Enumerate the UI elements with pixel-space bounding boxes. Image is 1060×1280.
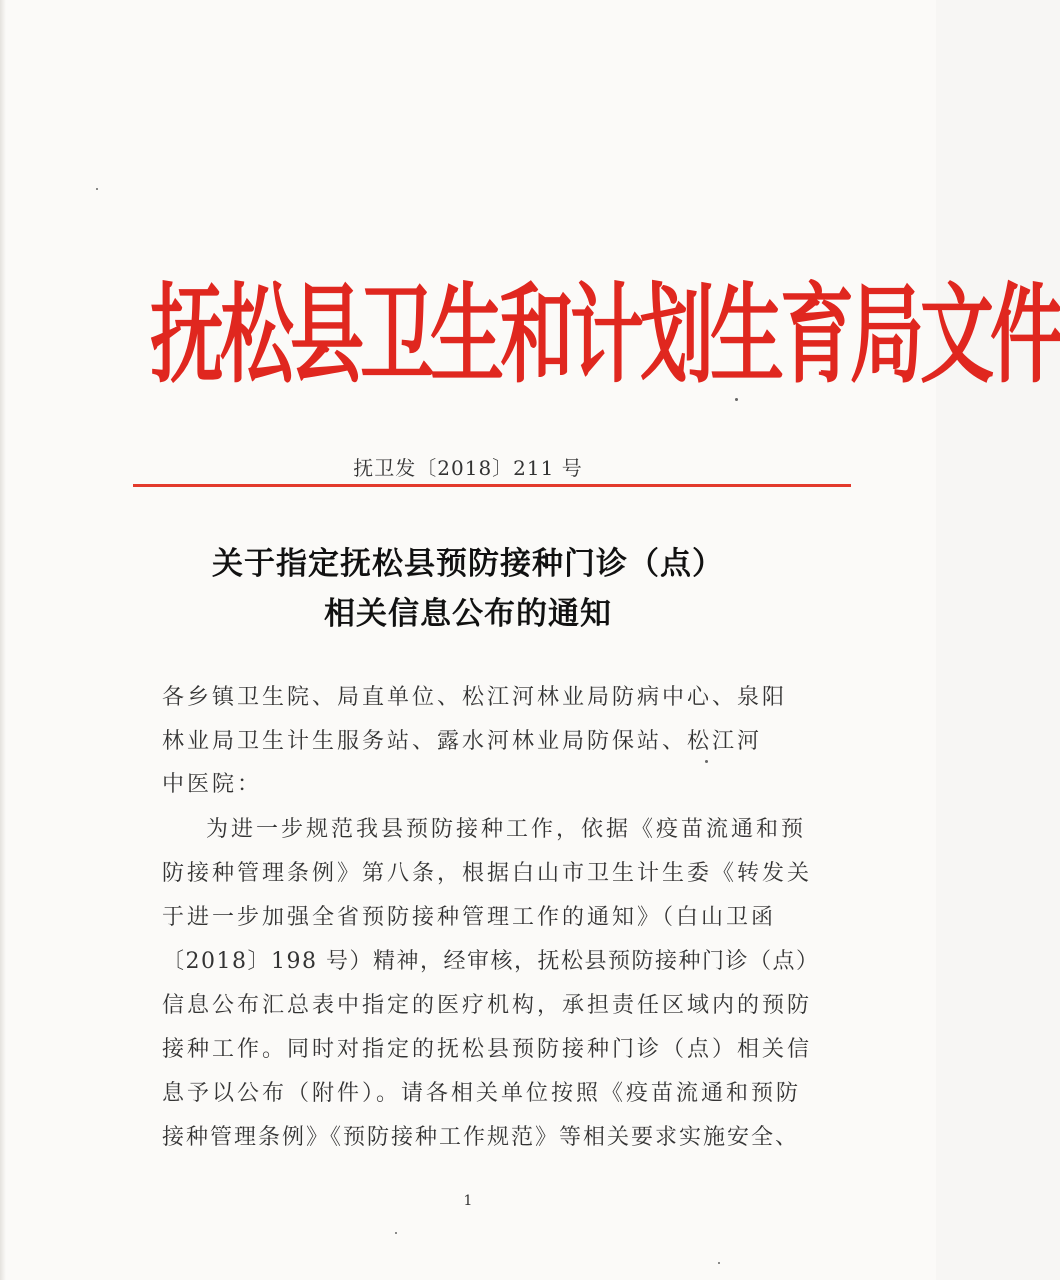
page-number: 1 bbox=[463, 1193, 473, 1209]
body-line-5: 防接种管理条例》第八条，根据白山市卫生计生委《转发关 bbox=[162, 861, 813, 886]
red-divider-line bbox=[133, 484, 851, 487]
body-line-6: 于进一步加强全省预防接种管理工作的通知》（白山卫函 bbox=[162, 905, 777, 930]
document-number: 抚卫发〔2018〕211 号 bbox=[353, 456, 583, 480]
body-line-11: 接种管理条例》《预防接种工作规范》等相关要求实施安全、 bbox=[162, 1125, 800, 1150]
body-line-1: 各乡镇卫生院、局直单位、松江河林业局防病中心、泉阳 bbox=[162, 685, 788, 710]
notice-title-line-1: 关于指定抚松县预防接种门诊（点） bbox=[212, 546, 724, 582]
scan-speck bbox=[705, 760, 708, 763]
body-line-2: 林业局卫生计生服务站、露水河林业局防保站、松江河 bbox=[162, 729, 763, 754]
body-line-10: 息予以公布（附件）。请各相关单位按照《疫苗流通和预防 bbox=[162, 1081, 802, 1106]
scan-edge-shadow bbox=[0, 0, 6, 1280]
body-line-7: 〔2018〕198 号）精神，经审核，抚松县预防接种门诊（点） bbox=[162, 949, 820, 974]
scan-speck bbox=[735, 398, 738, 401]
scan-speck bbox=[395, 1232, 397, 1234]
scan-speck bbox=[718, 1262, 720, 1264]
issuing-authority-title: 抚松县卫生和计划生育局文件 bbox=[150, 273, 1060, 398]
body-line-3: 中医院： bbox=[162, 772, 263, 797]
body-line-8: 信息公布汇总表中指定的医疗机构，承担责任区域内的预防 bbox=[162, 993, 813, 1018]
body-line-4: 为进一步规范我县预防接种工作，依据《疫苗流通和预 bbox=[206, 817, 807, 842]
body-line-9: 接种工作。同时对指定的抚松县预防接种门诊（点）相关信 bbox=[162, 1037, 813, 1062]
notice-title-line-2: 相关信息公布的通知 bbox=[324, 596, 612, 632]
scan-speck bbox=[96, 188, 98, 190]
